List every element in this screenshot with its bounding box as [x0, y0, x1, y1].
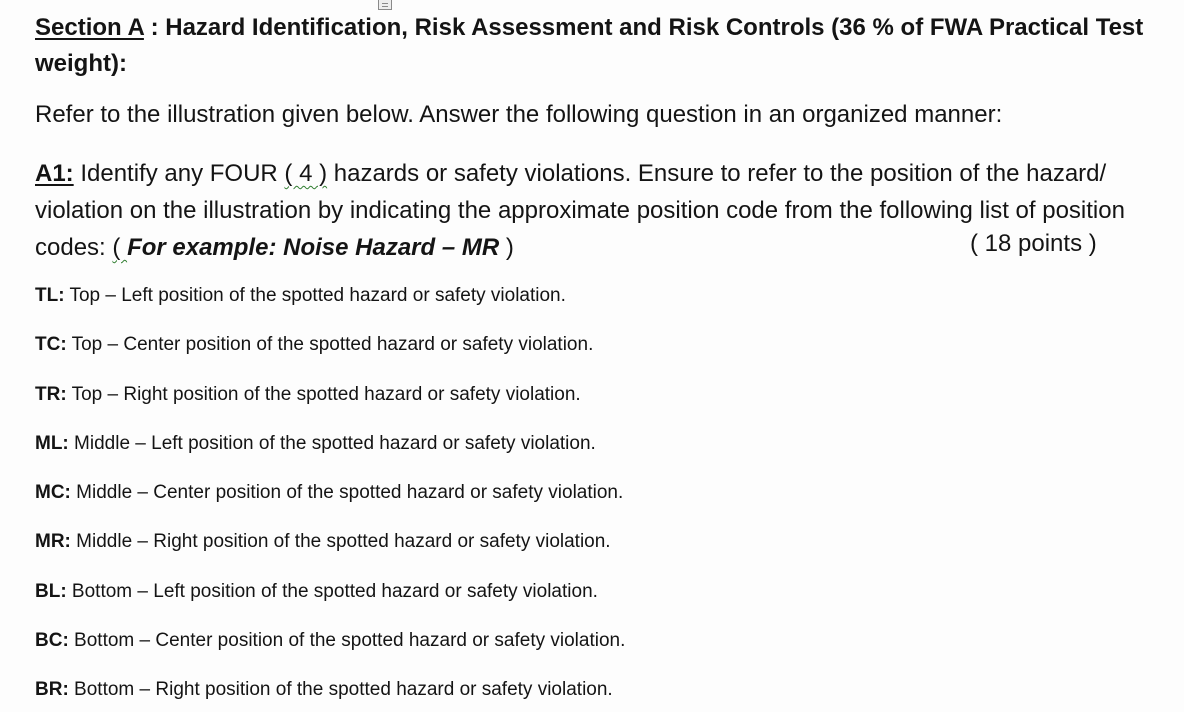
position-code-item — [35, 332, 625, 381]
position-code-item — [35, 480, 625, 529]
position-code-desc: Middle – Left position of the spotted hazard or safety violation. — [68, 432, 596, 454]
position-code-item — [35, 677, 625, 726]
position-code-desc: Middle – Center position of the spotted hazard or safety violation. — [70, 482, 624, 503]
question-count: ( 4 ) — [284, 160, 328, 187]
position-code-desc: Bottom – Center position of the spotted hazard or safety violation. — [68, 629, 626, 651]
position-code: BR: — [35, 679, 69, 700]
section-title-text: : Hazard Identification, Risk Assessment and Risk Controls (36 % of FWA Practical Test weight): — [35, 14, 1144, 77]
position-code-desc: Bottom – Right position of the spotted hazard or safety violation. — [68, 679, 613, 700]
points-label: ( 18 points ) — [970, 230, 1097, 257]
position-code-desc: Middle – Right position of the spotted hazard or safety violation. — [70, 531, 611, 553]
position-code: TL: — [35, 285, 65, 306]
position-code-desc: Top – Right position of the spotted hazard or safety violation. — [66, 383, 581, 405]
question-label: A1: — [35, 160, 74, 187]
position-code-desc: Top – Center position of the spotted hazard or safety violation. — [66, 334, 594, 356]
position-code: TC: — [35, 334, 67, 356]
question-text-b: hazards or safety violations. Ensure to refer to the position of the hazard/ violation on the illustration by indicating the approximate position code from the following list of position codes: — [35, 160, 1125, 261]
position-code-item — [35, 628, 625, 677]
section-label: Section A — [35, 14, 144, 41]
position-code-item — [35, 431, 625, 480]
example-close-paren: ) — [499, 234, 514, 261]
position-code: TR: — [35, 383, 67, 405]
question-text-a: Identify any FOUR — [73, 160, 285, 187]
section-title — [35, 10, 1155, 82]
page-marker-icon — [378, 0, 392, 10]
example-text: For example: Noise Hazard – MR — [127, 234, 500, 261]
position-code-list — [35, 283, 625, 726]
position-code-item — [35, 529, 625, 578]
position-code: MR: — [35, 531, 71, 553]
position-code: MC: — [35, 482, 71, 503]
position-code: BC: — [35, 629, 69, 651]
position-code: ML: — [35, 432, 69, 454]
position-code-item — [35, 579, 625, 628]
position-code-desc: Bottom – Left position of the spotted hazard or safety violation. — [66, 580, 598, 602]
example-open-paren: ( — [112, 234, 128, 261]
position-code-desc: Top – Left position of the spotted hazard or safety violation. — [64, 285, 566, 306]
position-code-item — [35, 283, 625, 332]
position-code-item — [35, 382, 625, 431]
instruction-text: Refer to the illustration given below. Answer the following question in an organized manner: — [35, 101, 1003, 128]
position-code: BL: — [35, 580, 67, 602]
